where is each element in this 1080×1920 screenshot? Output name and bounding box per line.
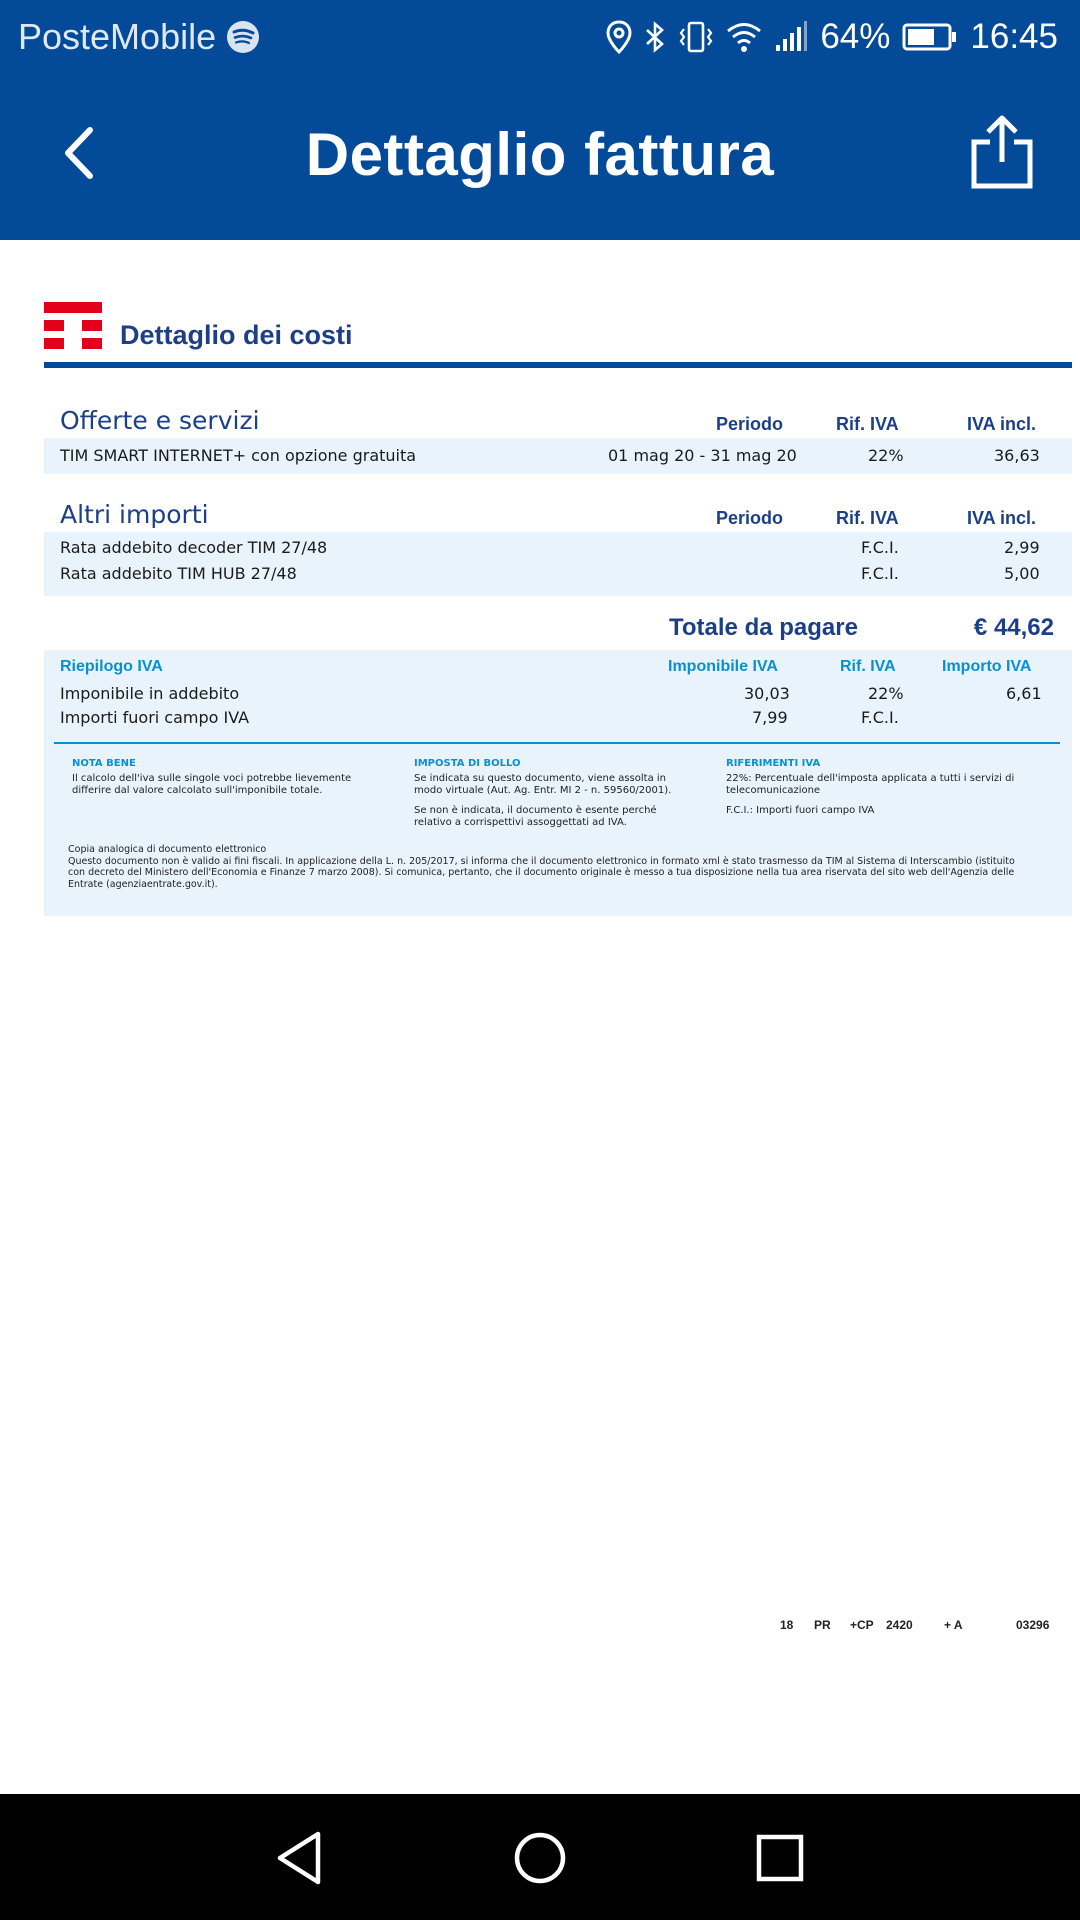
battery-percent: 64% (820, 17, 891, 56)
document-title: Dettaglio dei costi (120, 320, 353, 350)
code: 2420 (886, 1618, 913, 1632)
row-description: TIM SMART INTERNET+ con opzione gratuita (60, 446, 417, 465)
column-rif-iva: Rif. IVA (836, 508, 899, 528)
altri-rows (44, 532, 1072, 596)
share-icon[interactable] (964, 112, 1040, 192)
section-title: Offerte e servizi (60, 406, 260, 435)
code: +CP (850, 1618, 874, 1632)
row-importo: 36,63 (994, 446, 1040, 465)
total-value: € 44,62 (973, 614, 1054, 641)
code: 18 (780, 1618, 794, 1632)
page-title: Dettaglio fattura (305, 121, 775, 188)
riferimenti-text: 22%: Percentuale dell'imposta applicata a tutti i servizi di telecomunicazione (726, 773, 1015, 796)
total-row (44, 596, 1072, 650)
tim-logo (44, 302, 102, 350)
table-row (44, 704, 1072, 728)
riferimenti-text: F.C.I.: Importi fuori campo IVA (726, 805, 875, 816)
nota-bene (72, 758, 372, 805)
invoice-document (44, 298, 1072, 916)
offerte-rows (44, 438, 1072, 474)
carrier-name: PosteMobile (18, 16, 217, 57)
row-rif-iva: 22% (868, 446, 904, 465)
nota-bene-text: Il calcolo dell'iva sulle singole voci potrebbe lievemente differire dal valore calcolato sull'imponibile totale. (72, 773, 352, 796)
offerte-header (44, 398, 1072, 438)
nota-bene-title: NOTA BENE (72, 758, 136, 769)
row-periodo: 01 mag 20 - 31 mag 20 (608, 446, 797, 465)
app-header (0, 74, 1080, 240)
imposta-di-bollo (414, 758, 694, 837)
legal-heading: Copia analogica di documento elettronico (68, 844, 267, 855)
column-periodo: Periodo (716, 508, 784, 528)
table-row (44, 534, 1072, 560)
status-bar (0, 0, 1080, 74)
row-importo: 5,00 (1004, 564, 1040, 583)
code: 03296 (1016, 1618, 1050, 1632)
code: PR (814, 1618, 831, 1632)
table-row (44, 442, 1072, 468)
row-rif-iva: F.C.I. (861, 708, 899, 727)
riepilogo-title: Riepilogo IVA (60, 658, 163, 675)
battery-icon (902, 22, 958, 52)
home-circle-icon[interactable] (510, 1828, 570, 1888)
code: + A (944, 1618, 963, 1632)
navigation-bar (0, 1794, 1080, 1920)
riferimenti-iva (726, 758, 1036, 825)
bollo-text: Se non è indicata, il documento è esente perché relativo a corrispettivi assoggettati ad IVA. (414, 805, 657, 828)
notes-section (44, 744, 1072, 828)
back-triangle-icon[interactable] (270, 1828, 330, 1888)
riepilogo-header (44, 650, 1072, 680)
bluetooth-icon (644, 20, 666, 54)
vibrate-icon (678, 20, 714, 54)
row-rif-iva: F.C.I. (861, 538, 899, 557)
table-row (44, 560, 1072, 586)
document-header (44, 298, 1072, 368)
legal-text: Questo documento non è valido ai fini fiscali. In applicazione della L. n. 205/2017, si informa che il documento elettronico in formato xml è stato trasmesso da TIM al Sistema di Interscambio (istituito con decreto del Ministero dell'Economia e Finanze 7 marzo 2008). Si comunica, pertanto, che il documento originale è messo a tua disposizione nella tua area riservata del sito web dell'Agenzia delle Entrate (agenziaentrate.gov.it). (68, 855, 1015, 890)
column-iva-incl: IVA incl. (967, 414, 1037, 434)
row-importo: 6,61 (1006, 684, 1042, 703)
altri-header (44, 492, 1072, 532)
recents-square-icon[interactable] (750, 1828, 810, 1888)
column-iva-incl: IVA incl. (967, 508, 1037, 528)
location-icon (606, 20, 632, 54)
column-rif-iva: Rif. IVA (840, 658, 896, 675)
signal-icon (774, 21, 808, 53)
row-description: Rata addebito decoder TIM 27/48 (60, 538, 328, 557)
column-periodo: Periodo (716, 414, 784, 434)
riferimenti-title: RIFERIMENTI IVA (726, 758, 821, 769)
row-rif-iva: F.C.I. (861, 564, 899, 583)
bollo-title: IMPOSTA DI BOLLO (414, 758, 521, 769)
bollo-text: Se indicata su questo documento, viene assolta in modo virtuale (Aut. Ag. Entr. MI 2 - n. 59560/2001). (414, 773, 672, 796)
row-description: Imponibile in addebito (60, 684, 240, 703)
column-rif-iva: Rif. IVA (836, 414, 899, 434)
spotify-icon (226, 20, 260, 54)
table-row (44, 680, 1072, 704)
row-description: Importi fuori campo IVA (60, 708, 250, 727)
section-title: Altri importi (60, 500, 209, 529)
clock: 16:45 (970, 17, 1058, 56)
row-imponibile: 30,03 (744, 684, 790, 703)
total-label: Totale da pagare (669, 614, 858, 641)
column-importo-iva: Importo IVA (942, 658, 1032, 675)
wifi-icon (726, 21, 762, 53)
column-imponibile: Imponibile IVA (668, 658, 778, 675)
row-importo: 2,99 (1004, 538, 1040, 557)
row-rif-iva: 22% (868, 684, 904, 703)
riepilogo-iva (44, 650, 1072, 916)
row-description: Rata addebito TIM HUB 27/48 (60, 564, 297, 583)
row-imponibile: 7,99 (752, 708, 788, 727)
